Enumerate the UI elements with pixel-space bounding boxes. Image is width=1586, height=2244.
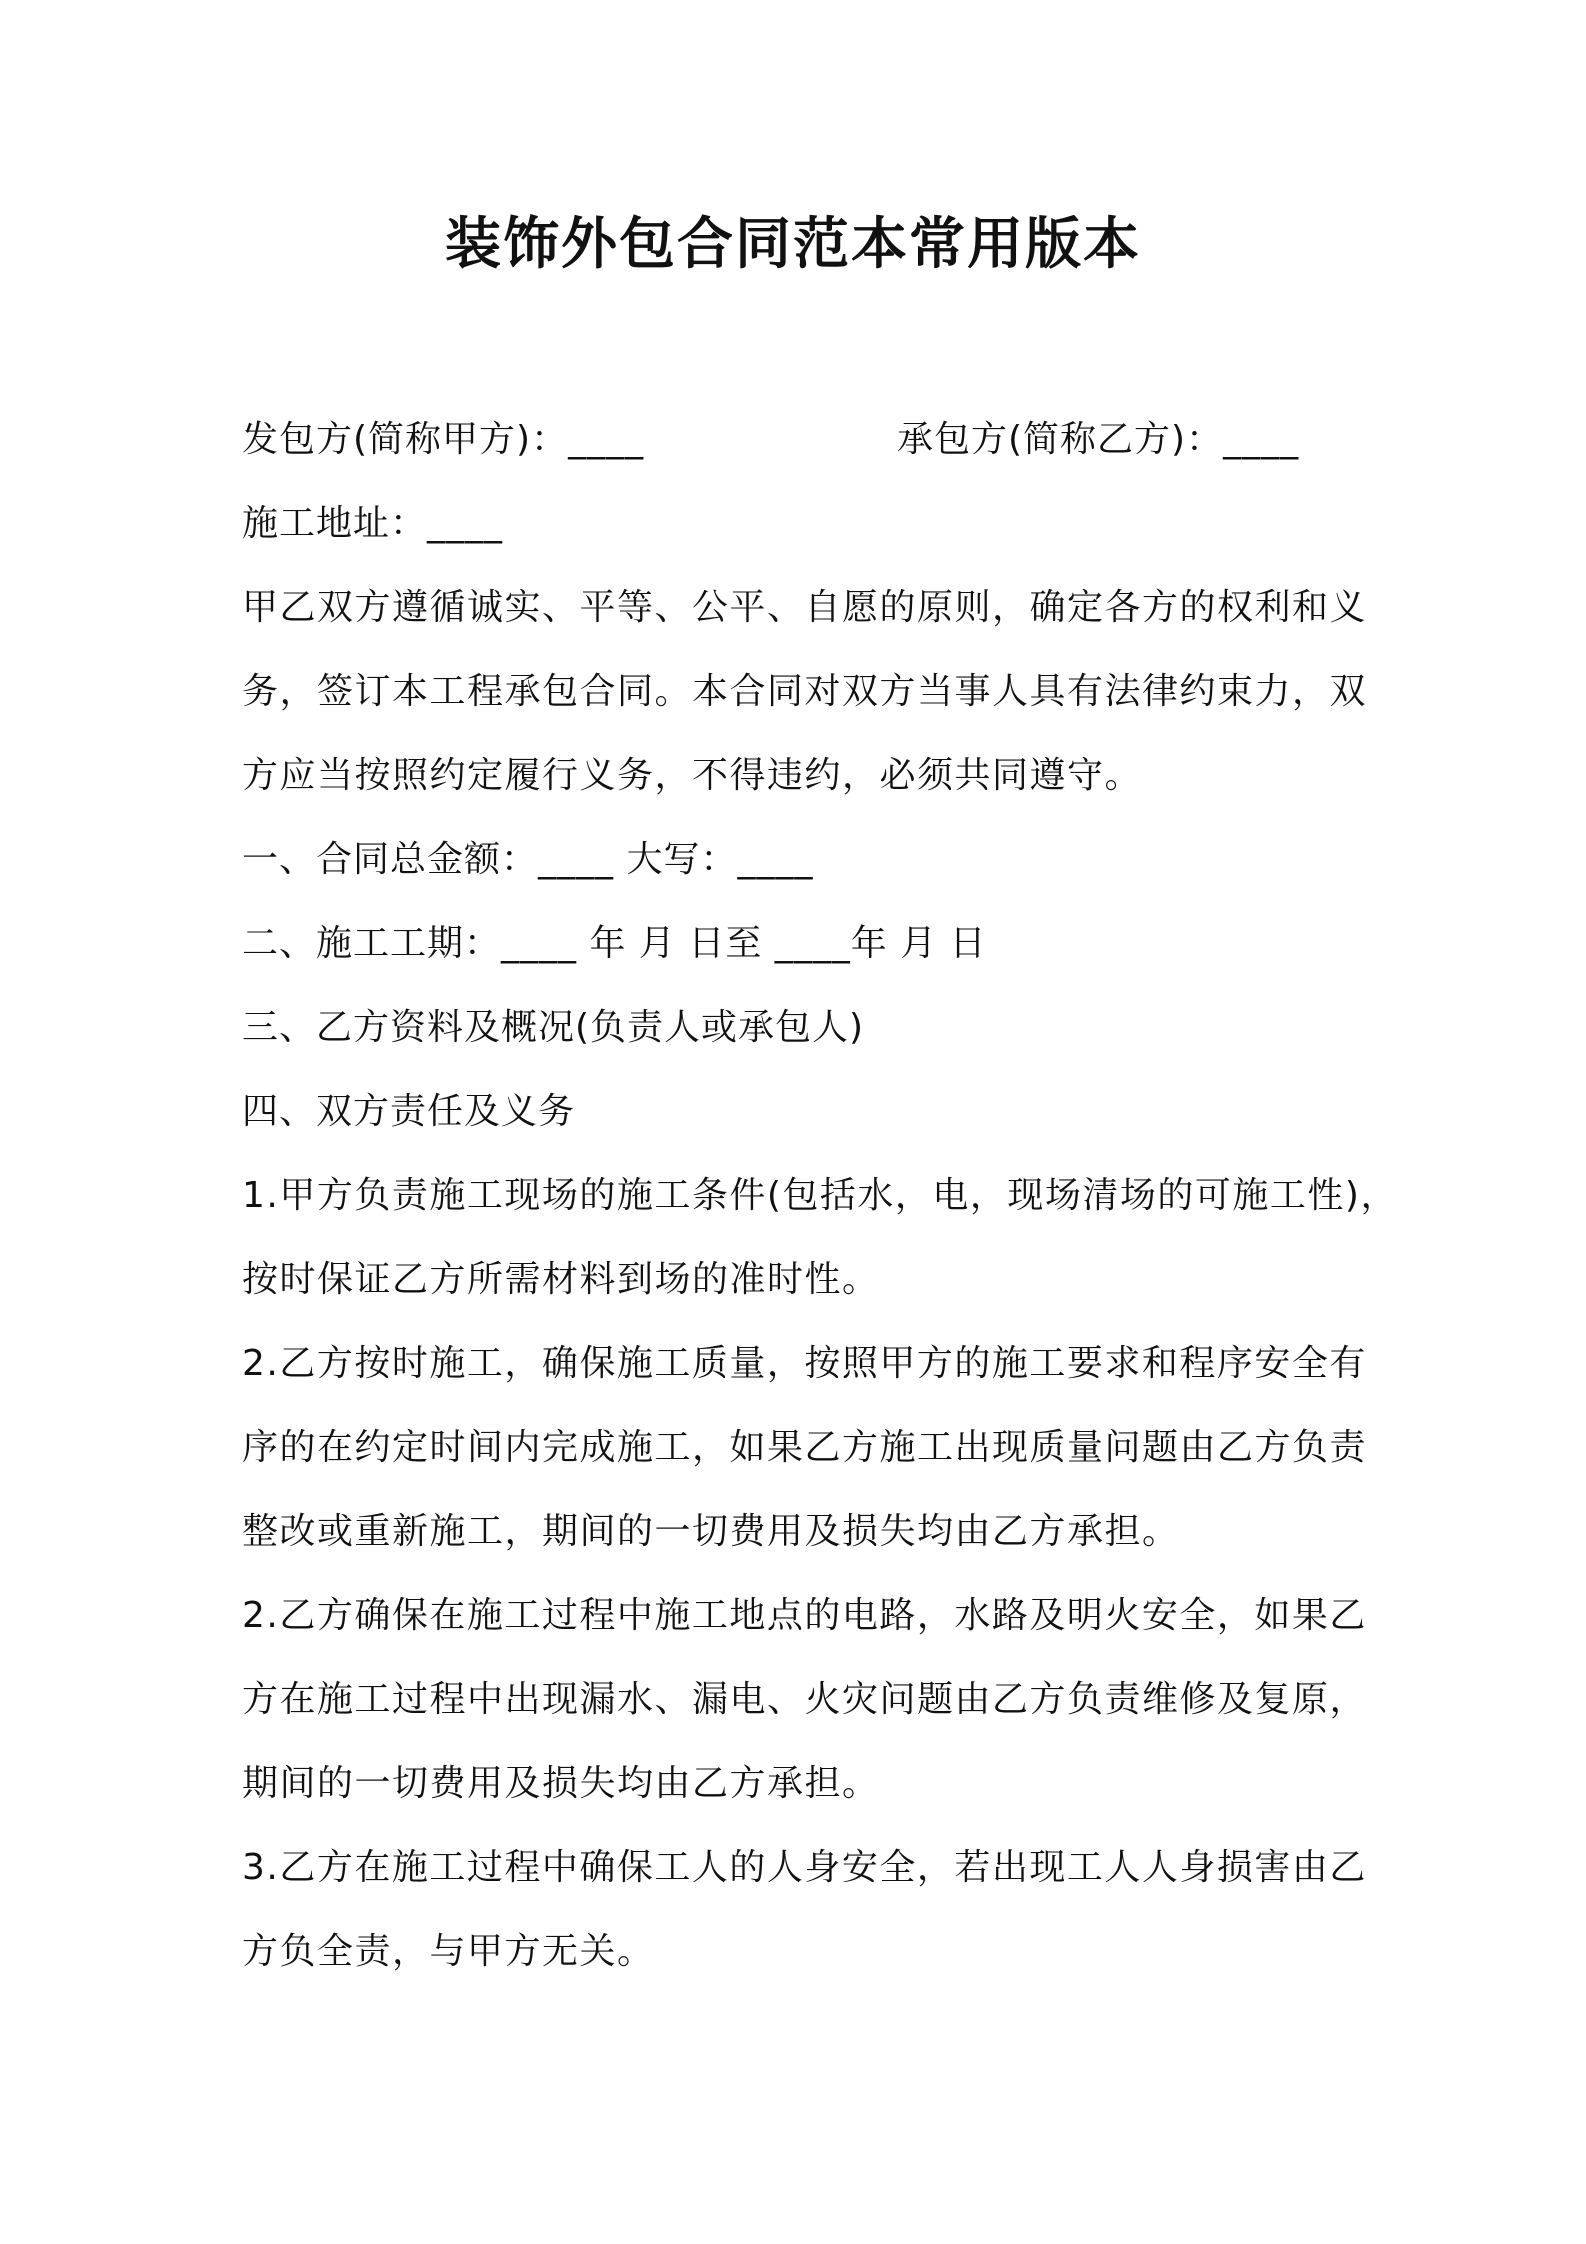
parties-row [242, 398, 1372, 482]
paragraph-line: 2.乙方按时施工，确保施工质量，按照甲方的施工要求和程序安全有 [242, 1343, 1367, 1384]
clause-1 [242, 1154, 1398, 1322]
clause-3 [242, 1826, 1372, 1994]
paragraph-line: 按时保证乙方所需材料到场的准时性。 [242, 1259, 880, 1300]
site-address-field: 施工地址：____ [242, 503, 504, 544]
paragraph-line: 序的在约定时间内完成施工，如果乙方施工出现质量问题由乙方负责 [242, 1427, 1368, 1468]
party-a-field: 发包方(简称甲方)：____ [242, 419, 645, 460]
section-contract-amount: 一、合同总金额：____ 大写：____ [242, 839, 814, 880]
clause-2a [242, 1322, 1372, 1574]
party-b-field: 承包方(简称乙方)：____ [897, 419, 1300, 460]
paragraph-line: 务，签订本工程承包合同。本合同对双方当事人具有法律约束力，双 [242, 671, 1368, 712]
document-title: 装饰外包合同范本常用版本 [445, 212, 1141, 277]
clause-2b [242, 1574, 1372, 1826]
paragraph-line: 2.乙方确保在施工过程中施工地点的电路，水路及明火安全，如果乙 [242, 1595, 1367, 1636]
paragraph-line: 方在施工过程中出现漏水、漏电、火灾问题由乙方负责维修及复原， [242, 1679, 1368, 1720]
paragraph-line: 甲乙双方遵循诚实、平等、公平、自愿的原则，确定各方的权利和义 [242, 587, 1368, 628]
paragraph-line: 1.甲方负责施工现场的施工条件(包括水，电，现场清场的可施工性)， [242, 1175, 1398, 1216]
paragraph-line: 方负全责，与甲方无关。 [242, 1931, 655, 1972]
paragraph-line: 3.乙方在施工过程中确保工人的人身安全，若出现工人人身损害由乙 [242, 1847, 1367, 1888]
paragraph-line: 方应当按照约定履行义务，不得违约，必须共同遵守。 [242, 755, 1143, 796]
document-body [242, 398, 1398, 1994]
paragraph-line: 整改或重新施工，期间的一切费用及损失均由乙方承担。 [242, 1511, 1180, 1552]
section-responsibilities: 四、双方责任及义务 [242, 1091, 576, 1132]
paragraph-line: 期间的一切费用及损失均由乙方承担。 [242, 1763, 880, 1804]
intro-paragraph [242, 566, 1372, 818]
section-construction-period: 二、施工工期：____ 年 月 日至 ____年 月 日 [242, 923, 987, 964]
section-party-b-info: 三、乙方资料及概况(负责人或承包人) [242, 1007, 865, 1048]
